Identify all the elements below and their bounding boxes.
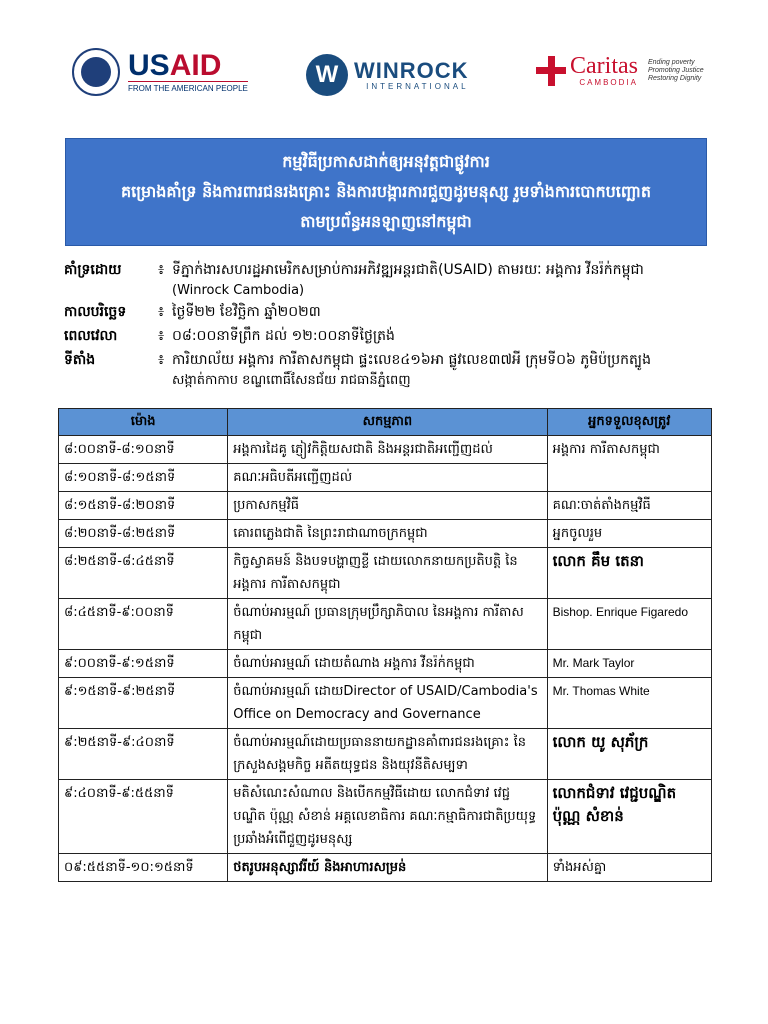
event-info bbox=[64, 258, 724, 390]
table-row bbox=[59, 729, 712, 780]
row-responsible: Mr. Mark Taylor bbox=[547, 650, 711, 678]
info-date-label: កាលបរិច្ឆេទ bbox=[64, 304, 127, 320]
table-row bbox=[59, 599, 712, 650]
schedule-table bbox=[58, 408, 712, 882]
caritas-sub: CAMBODIA bbox=[579, 78, 638, 87]
header-activity: សកម្មភាព bbox=[228, 409, 547, 436]
row-responsible: អង្គការ ការីតាសកម្ពុជា bbox=[547, 436, 711, 492]
usaid-tagline: FROM THE AMERICAN PEOPLE bbox=[128, 81, 248, 93]
row-activity: ចំណាប់អារម្មណ៍ដោយប្រធាននាយកដ្ឋានគាំពារជនរងគ្រោះ នៃក្រសួងសង្គមកិច្ច អតីតយុទ្ធជន និងយុវនីតិសម្បទា bbox=[228, 729, 547, 780]
info-support-value: ទីភ្នាក់ងារសហរដ្ឋអាមេរិកសម្រាប់ការអភិវឌ្ឍអន្តរជាតិ(USAID) តាមរយៈ អង្គការ វីនរ៉ក់កម្ពុជា bbox=[172, 262, 644, 278]
info-time-value: ០៨:០០នាទីព្រឹក ដល់ ១២:០០នាទីថ្ងៃត្រង់ bbox=[172, 328, 395, 344]
row-responsible: លោក គឹម តេនា bbox=[547, 548, 711, 599]
row-responsible: លោក យូ សុភ័ក្រ bbox=[547, 729, 711, 780]
winrock-logo bbox=[306, 54, 469, 96]
info-support: គាំទ្រដោយ ៖ ទីភ្នាក់ងារសហរដ្ឋអាមេរិកសម្រាប់ការអភិវឌ្ឍអន្តរជាតិ(USAID) តាមរយៈ អង្គការ វីនរ៉ក់កម្ពុជា bbox=[64, 258, 724, 282]
table-row bbox=[59, 436, 712, 464]
logo-strip bbox=[0, 48, 768, 118]
row-time: ៨:១៥នាទី-៨:២០នាទី bbox=[59, 492, 228, 520]
row-responsible: Mr. Thomas White bbox=[547, 678, 711, 729]
info-place-value-cont: សង្កាត់កាកាប ខណ្ឌពោធិ៍សែនជ័យ រាជធានីភ្នំពេញ bbox=[172, 373, 411, 388]
table-row bbox=[59, 780, 712, 854]
caritas-tagline-3: Restoring Dignity bbox=[647, 74, 702, 82]
info-place: ទីតាំង ៖ ការិយាល័យ អង្គការ ការីតាសកម្ពុជា ផ្ទះលេខ៤១៦អា ផ្លូវលេខ៣៧អី ក្រុមទី០៦ ភូមិប៉ប្រកត្បូង bbox=[64, 348, 724, 372]
row-time: ៩:០០នាទី-៩:១៥នាទី bbox=[59, 650, 228, 678]
info-place-label: ទីតាំង bbox=[64, 352, 96, 368]
row-activity: កិច្ចស្វាគមន៍ និងបទបង្ហាញខ្លី ដោយលោកនាយកប្រតិបត្តិ នៃអង្គការ ការីតាសកម្ពុជា bbox=[228, 548, 547, 599]
row-time: ០៩:៥៥នាទី-១០:១៥នាទី bbox=[59, 854, 228, 882]
table-row bbox=[59, 678, 712, 729]
row-responsible: ទាំងអស់គ្នា bbox=[547, 854, 711, 882]
caritas-logo bbox=[536, 54, 704, 87]
row-responsible: លោកជំទាវ វេជ្ជបណ្ឌិត ប៉ុណ្ណ សំខាន់ bbox=[547, 780, 711, 854]
caritas-tagline-2: Promoting Justice bbox=[647, 66, 704, 74]
winrock-name: WINROCK bbox=[354, 57, 469, 83]
row-activity: ចំណាប់អារម្មណ៍ ដោយតំណាង អង្គការ វីនរ៉ក់កម្ពុជា bbox=[228, 650, 547, 678]
row-responsible: គណៈចាត់តាំងកម្មវិធី bbox=[547, 492, 711, 520]
winrock-sub: INTERNATIONAL bbox=[366, 81, 469, 91]
banner-line-2: គម្រោងគាំទ្រ និងការពារជនរងគ្រោះ និងការបង្ការការជួញដូរមនុស្ស រួមទាំងការបោកបញ្ឆោត bbox=[121, 182, 651, 201]
row-responsible: Bishop. Enrique Figaredo bbox=[547, 599, 711, 650]
winrock-mark-icon: W bbox=[306, 54, 348, 96]
row-time: ៨:៤៥នាទី-៩:០០នាទី bbox=[59, 599, 228, 650]
caritas-name: Caritas bbox=[570, 53, 638, 79]
info-time-label: ពេលវេលា bbox=[64, 328, 118, 344]
row-time: ៩:២៥នាទី-៩:៤០នាទី bbox=[59, 729, 228, 780]
row-activity: គោរពភ្លេងជាតិ នៃព្រះរាជាណាចក្រកម្ពុជា bbox=[228, 520, 547, 548]
row-time: ៨:២០នាទី-៨:២៥នាទី bbox=[59, 520, 228, 548]
table-row bbox=[59, 650, 712, 678]
row-time: ៨:០០នាទី-៨:១០នាទី bbox=[59, 436, 228, 464]
row-time: ៩:៤០នាទី-៩:៥៥នាទី bbox=[59, 780, 228, 854]
table-row bbox=[59, 520, 712, 548]
header-time: ម៉ោង bbox=[59, 409, 228, 436]
info-date: កាលបរិច្ឆេទ ៖ ថ្ងៃទី២២ ខែវិច្ឆិកា ឆ្នាំ២០២៣ bbox=[64, 300, 724, 324]
usaid-logo bbox=[72, 48, 248, 96]
row-time: ៨:១០នាទី-៨:១៥នាទី bbox=[59, 464, 228, 492]
row-time: ៨:២៥នាទី-៨:៤៥នាទី bbox=[59, 548, 228, 599]
row-activity: មតិសំណេះសំណាល និងបើកកម្មវិធីដោយ លោកជំទាវ វេជ្ជបណ្ឌិត ប៉ុណ្ណ សំខាន់ អគ្គលេខាធិការ គណៈកម្មាធិការជាតិប្រយុទ្ធប្រឆាំងអំពើជួញដូរមនុស្ស bbox=[228, 780, 547, 854]
usaid-name-us: US bbox=[128, 49, 170, 82]
row-activity: ចំណាប់អារម្មណ៍ ដោយDirector of USAID/Cambodia's Office on Democracy and Governance bbox=[228, 678, 547, 729]
info-support-label: គាំទ្រដោយ bbox=[64, 262, 122, 278]
usaid-name-aid: AID bbox=[169, 49, 222, 82]
info-date-value: ថ្ងៃទី២២ ខែវិច្ឆិកា ឆ្នាំ២០២៣ bbox=[172, 304, 321, 320]
header-responsible: អ្នកទទួលខុសត្រូវ bbox=[547, 409, 711, 436]
info-support-value-cont: (Winrock Cambodia) bbox=[172, 283, 305, 298]
caritas-tagline-1: Ending poverty bbox=[647, 58, 695, 66]
row-responsible: អ្នកចូលរួម bbox=[547, 520, 711, 548]
row-activity: ប្រកាសកម្មវិធី bbox=[228, 492, 547, 520]
row-activity: គណៈអធិបតីអញ្ជើញដល់ bbox=[228, 464, 547, 492]
row-time: ៩:១៥នាទី-៩:២៥នាទី bbox=[59, 678, 228, 729]
table-row bbox=[59, 548, 712, 599]
table-row bbox=[59, 492, 712, 520]
row-activity: ថតរូបអនុស្សាវរីយ៍ និងអាហារសម្រន់ bbox=[228, 854, 547, 882]
row-activity: ចំណាប់អារម្មណ៍ ប្រធានក្រុមប្រឹក្សាភិបាល នៃអង្គការ ការីតាសកម្ពុជា bbox=[228, 599, 547, 650]
table-header-row bbox=[59, 409, 712, 436]
info-time: ពេលវេលា ៖ ០៨:០០នាទីព្រឹក ដល់ ១២:០០នាទីថ្ងៃត្រង់ bbox=[64, 324, 724, 348]
table-row bbox=[59, 854, 712, 882]
banner-line-3: តាមប្រព័ន្ធអនឡាញនៅកម្ពុជា bbox=[300, 212, 472, 231]
row-activity: អង្គការដៃគូ ភ្ញៀវកិត្តិយសជាតិ និងអន្តរជាតិអញ្ជើញដល់ bbox=[228, 436, 547, 464]
banner-line-1: កម្មវិធីប្រកាសដាក់ឲ្យអនុវត្តជាផ្លូវការ bbox=[282, 152, 490, 171]
usaid-seal-icon bbox=[72, 48, 120, 96]
caritas-cross-icon bbox=[536, 56, 566, 86]
title-banner bbox=[65, 138, 707, 246]
info-place-value: ការិយាល័យ អង្គការ ការីតាសកម្ពុជា ផ្ទះលេខ៤១៦អា ផ្លូវលេខ៣៧អី ក្រុមទី០៦ ភូមិប៉ប្រកត្បូង bbox=[172, 352, 651, 368]
